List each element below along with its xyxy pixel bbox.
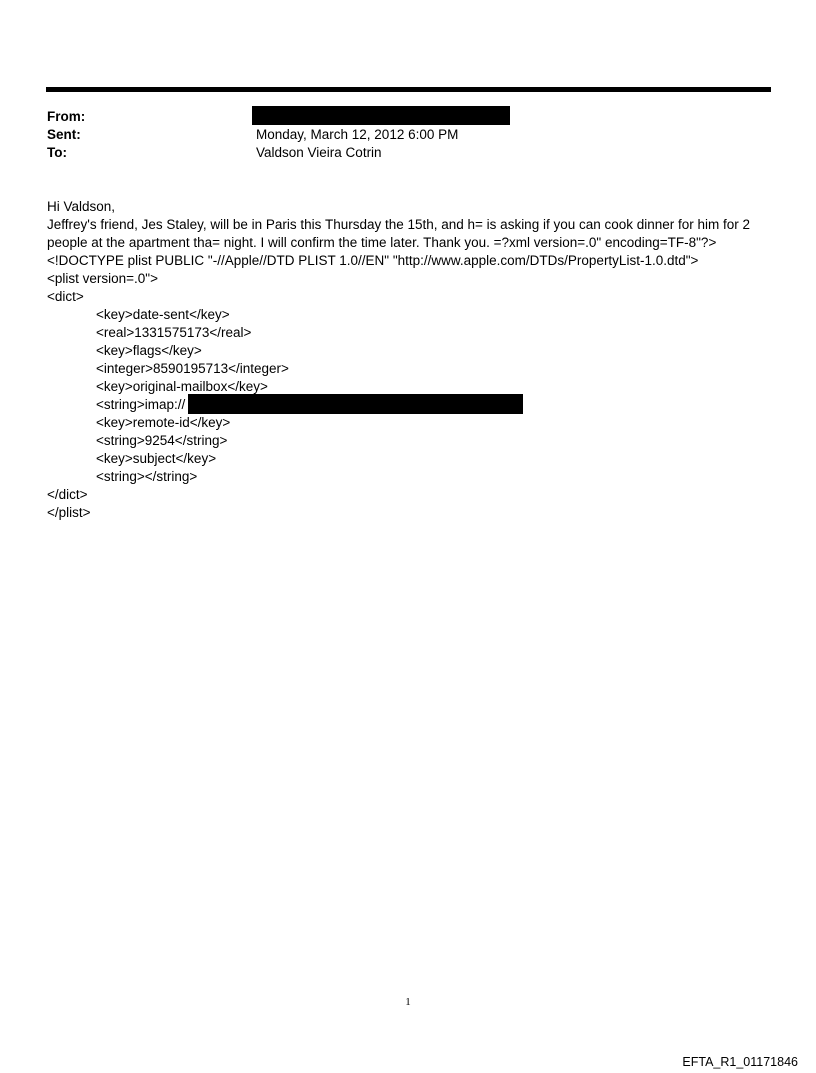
body-line: <string>9254</string> [96,433,228,448]
page-number: 1 [405,996,411,1008]
body-line: Jeffrey's friend, Jes Staley, will be in Paris this Thursday the 15th, and h= is asking if you can cook dinner for him for 2 [47,217,751,232]
body-line: people at the apartment tha= night. I will confirm the time later. Thank you. =?xml version=.0" encoding=TF-8"?> [47,235,717,250]
body-line: <key>subject</key> [96,451,217,466]
body-line: <key>flags</key> [96,343,202,358]
sent-value: Monday, March 12, 2012 6:00 PM [256,127,459,142]
body-line: </plist> [47,505,91,520]
sent-label: Sent: [47,127,81,142]
body-line: <!DOCTYPE plist PUBLIC "-//Apple//DTD PLIST 1.0//EN" "http://www.apple.com/DTDs/PropertyList-1.0.dtd"> [47,253,699,268]
body-line: </dict> [47,487,88,502]
body-line: <key>original-mailbox</key> [96,379,268,394]
greeting: Hi Valdson, [47,199,116,214]
body-line: <string></string> [96,469,198,484]
header-rule [46,87,771,92]
body-line: <integer>8590195713</integer> [96,361,289,376]
body-line: <string>imap:// [96,397,186,412]
to-label: To: [47,145,67,160]
body-line: <plist version=.0"> [47,271,158,286]
document-id: EFTA_R1_01171846 [682,1055,798,1069]
body-line: <dict> [47,289,84,304]
from-label: From: [47,109,86,124]
body-line: <key>remote-id</key> [96,415,231,430]
body-line: <real>1331575173</real> [96,325,252,340]
body-line: <key>date-sent</key> [96,307,230,322]
to-value: Valdson Vieira Cotrin [256,145,382,160]
imap-redaction [188,394,523,414]
from-redaction [252,106,510,125]
